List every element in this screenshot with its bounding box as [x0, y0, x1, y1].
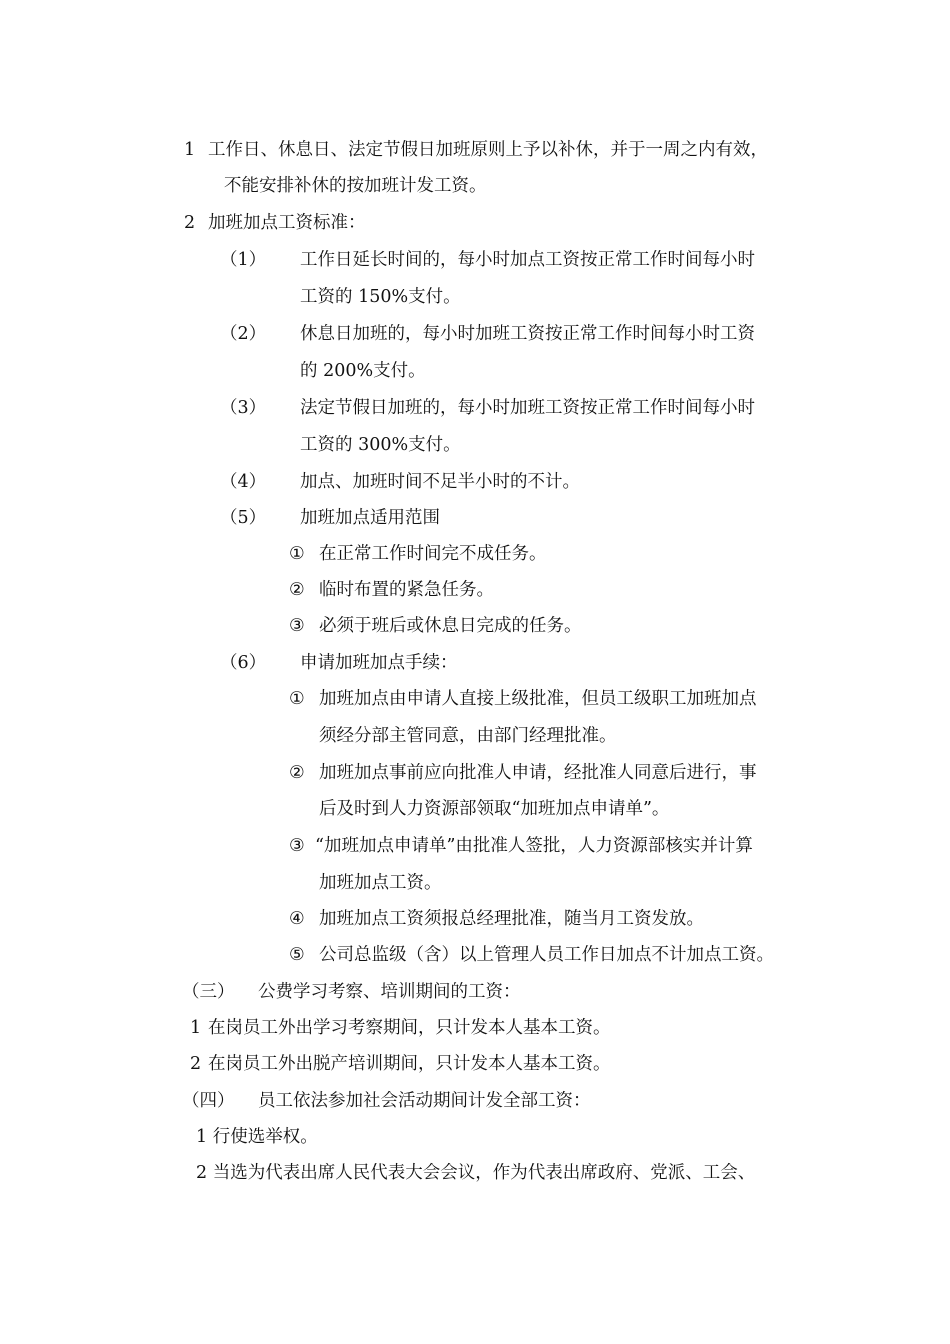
standard-number: （2）: [220, 324, 267, 344]
section-4-heading: [182, 1089, 591, 1113]
section-number: （四）: [182, 1091, 235, 1111]
procedure-item-4: [289, 907, 704, 931]
standard-text: 加班加点适用范围: [300, 508, 440, 528]
procedure-text: 公司总监级（含）以上管理人员工作日加点不计加点工资。: [319, 945, 774, 965]
item-text: 在岗员工外出脱产培训期间，只计发本人基本工资。: [208, 1054, 611, 1074]
procedure-text: 加班加点由申请人直接上级批准，但员工级职工加班加点: [319, 689, 757, 709]
standard-text: 工作日延长时间的，每小时加点工资按正常工作时间每小时: [300, 250, 755, 270]
scope-text: 在正常工作时间完不成任务。: [319, 544, 547, 564]
section-title: 公费学习考察、培训期间的工资：: [258, 982, 521, 1002]
procedure-item-1: [289, 687, 757, 711]
section-title: 员工依法参加社会活动期间计发全部工资：: [258, 1091, 591, 1111]
section-3-item-1: [190, 1016, 611, 1040]
standard-6: [220, 651, 458, 675]
standard-3: [220, 396, 755, 420]
circled-number: ③: [289, 616, 305, 636]
procedure-item-2: [289, 761, 757, 785]
section-4-item-1: 1 行使选举权。: [196, 1127, 318, 1147]
procedure-text: 加班加点工资须报总经理批准，随当月工资发放。: [319, 909, 704, 929]
item-1-continuation: 不能安排补休的按加班计发工资。: [224, 176, 487, 196]
standard-1-continuation: 工资的 150%支付。: [300, 287, 461, 307]
procedure-item-1-continuation: 须经分部主管同意，由部门经理批准。: [319, 726, 617, 746]
circled-number: ②: [289, 763, 305, 783]
item-text: 在岗员工外出学习考察期间，只计发本人基本工资。: [208, 1018, 611, 1038]
circled-number: ①: [289, 689, 305, 709]
procedure-item-2-continuation: 后及时到人力资源部领取“加班加点申请单”。: [319, 799, 670, 819]
scope-item-1: [289, 542, 547, 566]
standard-number: （1）: [220, 250, 267, 270]
standard-text: 加点、加班时间不足半小时的不计。: [300, 472, 580, 492]
standard-text: 申请加班加点手续：: [300, 653, 458, 673]
standard-1: [220, 248, 755, 272]
standard-3-continuation: 工资的 300%支付。: [300, 435, 461, 455]
standard-number: （3）: [220, 398, 267, 418]
item-number: 2: [190, 1054, 202, 1074]
scope-item-2: [289, 578, 494, 602]
section-3-heading: [182, 980, 521, 1004]
standard-2-continuation: 的 200%支付。: [300, 361, 426, 381]
section-4-item-2: 2 当选为代表出席人民代表大会会议，作为代表出席政府、党派、工会、: [196, 1163, 756, 1183]
standard-number: （5）: [220, 508, 267, 528]
standard-5: [220, 506, 440, 530]
item-number: 1: [184, 140, 196, 160]
circled-number: ③: [289, 836, 305, 856]
scope-text: 临时布置的紧急任务。: [319, 580, 494, 600]
circled-number: ⑤: [289, 945, 305, 965]
standard-text: 法定节假日加班的，每小时加班工资按正常工作时间每小时: [300, 398, 755, 418]
item-1: [184, 138, 768, 162]
circled-number: ④: [289, 909, 305, 929]
item-number: 1: [190, 1018, 202, 1038]
item-text: 工作日、休息日、法定节假日加班原则上予以补休，并于一周之内有效，: [208, 140, 768, 160]
standard-text: 休息日加班的，每小时加班工资按正常工作时间每小时工资: [300, 324, 755, 344]
procedure-item-5: [289, 943, 774, 967]
standard-4: [220, 470, 580, 494]
standard-2: [220, 322, 755, 346]
procedure-item-3: [289, 834, 753, 858]
circled-number: ①: [289, 544, 305, 564]
scope-text: 必须于班后或休息日完成的任务。: [319, 616, 582, 636]
section-3-item-2: [190, 1052, 611, 1076]
item-text: 加班加点工资标准：: [208, 213, 366, 233]
scope-item-3: [289, 614, 582, 638]
circled-number: ②: [289, 580, 305, 600]
procedure-text: 加班加点事前应向批准人申请，经批准人同意后进行，事: [319, 763, 757, 783]
item-number: 2: [184, 213, 196, 233]
standard-number: （6）: [220, 653, 267, 673]
item-2: [184, 211, 366, 235]
standard-number: （4）: [220, 472, 267, 492]
procedure-item-3-continuation: 加班加点工资。: [319, 873, 442, 893]
section-number: （三）: [182, 982, 235, 1002]
procedure-text: “加班加点申请单”由批准人签批，人力资源部核实并计算: [315, 836, 753, 856]
